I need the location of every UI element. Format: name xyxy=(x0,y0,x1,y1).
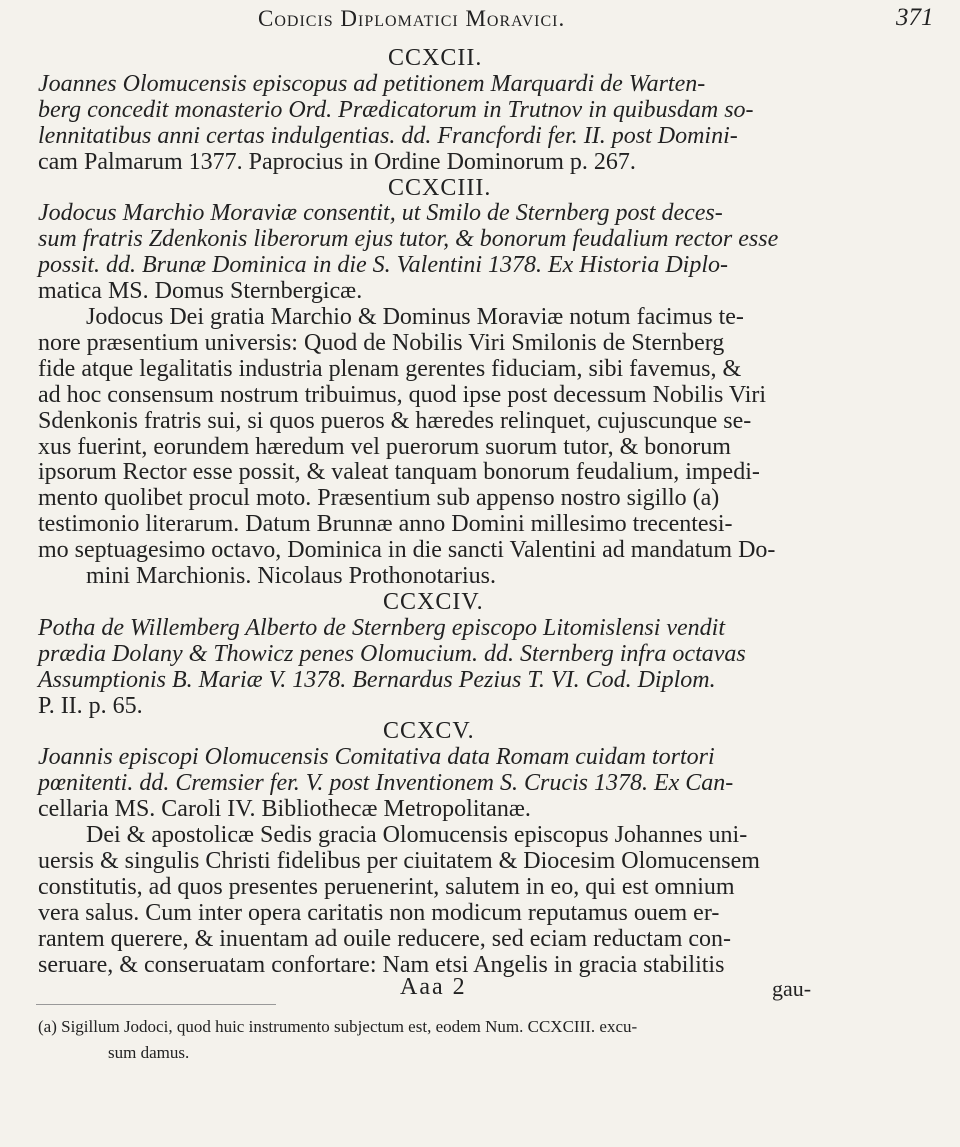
signature-mark: Aaa 2 xyxy=(400,974,467,1000)
document-text-line: Jodocus Dei gratia Marchio & Dominus Moraviæ notum facimus te- xyxy=(86,304,744,330)
document-text-line: mini Marchionis. Nicolaus Prothonotarius. xyxy=(86,563,496,589)
document-text-line: xus fuerint, eorundem hæredum vel puerorum suorum tutor, & bonorum xyxy=(38,433,731,460)
document-text-line: P. II. p. 65. xyxy=(38,692,143,719)
document-text-line: matica MS. Domus Sternbergicæ. xyxy=(38,278,363,305)
document-text-line: cam Palmarum 1377. Paprocius in Ordine Dominorum p. 267. xyxy=(38,148,636,175)
document-text-line: cellaria MS. Caroli IV. Bibliothecæ Metropolitanæ. xyxy=(38,796,531,823)
document-regest-line: Joannis episcopi Olomucensis Comitativa data Romam cuidam tortori xyxy=(38,744,715,771)
document-text-line: sum fratris Zdenkonis liberorum ejus tutor, & bonorum feudalium rector esse xyxy=(38,226,779,253)
footnote xyxy=(38,1014,637,1066)
document-number: CCXCII. xyxy=(388,45,483,71)
document-text-line: constitutis, ad quos presentes peruenerint, salutem in eo, qui est omnium xyxy=(38,873,735,900)
document-text-line: prædia Dolany & Thowicz penes Olomucium. dd. Sternberg infra octavas xyxy=(38,640,746,667)
document-text-line: Assumptionis B. Mariæ V. 1378. Bernardus Pezius T. VI. Cod. Diplom. xyxy=(38,666,716,693)
document-text-line: Sdenkonis fratris sui, si quos pueros & hæredes relinquet, cujuscunque se- xyxy=(38,407,752,434)
document-text-line: nore præsentium universis: Quod de Nobilis Viri Smilonis de Sternberg xyxy=(38,329,725,356)
document-text-line: ad hoc consensum nostrum tribuimus, quod ipse post decessum Nobilis Viri xyxy=(38,381,767,408)
document-text-line: seruare, & conseruatam confortare: Nam etsi Angelis in gracia stabilitis xyxy=(38,951,725,978)
document-text-line: lennitatibus anni certas indulgentias. dd. Francfordi fer. II. post Domini- xyxy=(38,122,738,149)
footnote-line: sum damus. xyxy=(108,1043,190,1062)
document-text-line: fide atque legalitatis industria plenam gerentes fiduciam, sibi favemus, & xyxy=(38,355,742,382)
document-regest-line: Joannes Olomucensis episcopus ad petitionem Marquardi de Warten- xyxy=(38,70,706,97)
document-text-line: vera salus. Cum inter opera caritatis non modicum reputamus ouem er- xyxy=(38,899,720,926)
document-number: CCXCIII. xyxy=(388,174,492,201)
catchword: gau- xyxy=(772,976,812,1001)
document-text-line: mento quolibet procul moto. Præsentium sub appenso nostro sigillo (a) xyxy=(38,485,720,512)
document-text-line: possit. dd. Brunæ Dominica in die S. Valentini 1378. Ex Historia Diplo- xyxy=(38,252,728,279)
document-number: CCXCV. xyxy=(383,718,475,745)
document-text-line: mo septuagesimo octavo, Dominica in die sancti Valentini ad mandatum Do- xyxy=(38,537,776,564)
document-number: CCXCIV. xyxy=(383,588,484,615)
document-text-line: Dei & apostolicæ Sedis gracia Olomucensis episcopus Johannes uni- xyxy=(86,822,748,848)
document-regest-line: Jodocus Marchio Moraviæ consentit, ut Smilo de Sternberg post deces- xyxy=(38,200,723,227)
page-number: 371 xyxy=(896,4,934,31)
document-text-line: uersis & singulis Christi fidelibus per ciuitatem & Diocesim Olomucensem xyxy=(38,847,760,874)
footnote-rule xyxy=(36,1004,276,1005)
running-head: Codicis Diplomatici Moravici. xyxy=(258,6,566,31)
document-text-line: berg concedit monasterio Ord. Prædicatorum in Trutnov in quibusdam so- xyxy=(38,96,754,123)
document-text-line: ipsorum Rector esse possit, & valeat tanquam bonorum feudalium, impedi- xyxy=(38,459,760,486)
document-regest-line: Potha de Willemberg Alberto de Sternberg episcopo Litomislensi vendit xyxy=(38,614,726,641)
document-text-line: rantem querere, & inuentam ad ouile reducere, sed eciam reductam con- xyxy=(38,925,731,952)
document-text-line: testimonio literarum. Datum Brunnæ anno Domini millesimo trecentesi- xyxy=(38,511,733,538)
document-text-line: pœnitenti. dd. Cremsier fer. V. post Inventionem S. Crucis 1378. Ex Can- xyxy=(38,770,734,797)
footnote-line: (a) Sigillum Jodoci, quod huic instrumento subjectum est, eodem Num. CCXCIII. excu- xyxy=(38,1017,638,1036)
